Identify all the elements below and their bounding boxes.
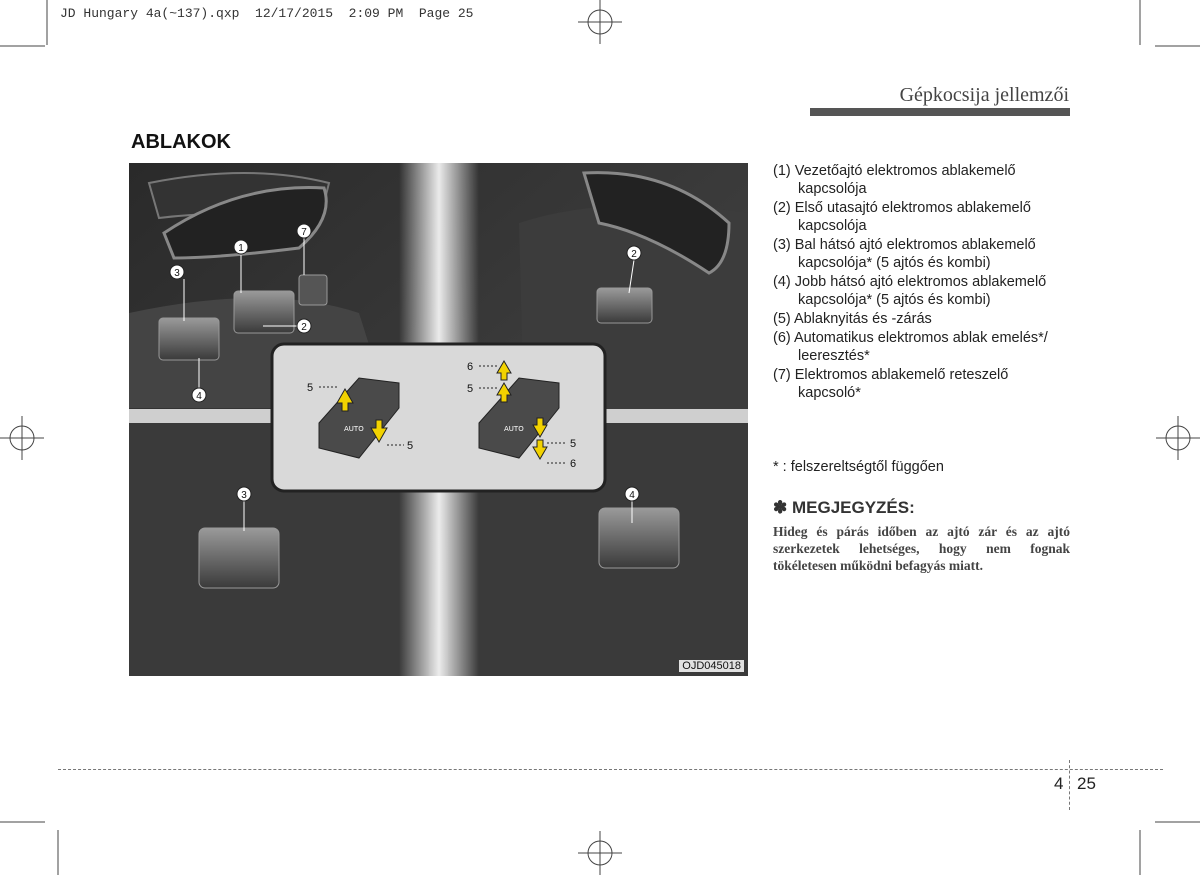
callout-4: 4 xyxy=(629,490,635,501)
window-switch-figure xyxy=(129,163,748,676)
callout-2: 2 xyxy=(301,322,307,333)
callout-3: 3 xyxy=(241,490,247,501)
inset-label-5: 5 xyxy=(407,440,414,452)
callout-1: 1 xyxy=(238,243,244,254)
legend-item: (7) Elektromos ablakemelő reteszelő kapcsoló* xyxy=(773,367,1009,401)
note-title: ✽ MEGJEGYZÉS: xyxy=(773,498,915,517)
footnote: * : felszereltségtől függően xyxy=(773,459,944,475)
legend-list xyxy=(773,162,1073,403)
page-number: 25 xyxy=(1077,774,1096,793)
note-body: Hideg és párás időben az ajtó zár és az ajtó szerkezetek lehetséges, hogy nem fognak tökéletesen működni befagyás miatt. xyxy=(773,524,1070,573)
callout-4: 4 xyxy=(196,391,202,402)
legend-item: (4) Jobb hátsó ajtó elektromos ablakemelő kapcsolója* (5 ajtós és kombi) xyxy=(773,274,1047,308)
auto-label: AUTO xyxy=(344,425,364,433)
footer-divider xyxy=(58,769,1163,770)
print-slug: JD Hungary 4a(~137).qxp 12/17/2015 2:09 PM Page 25 xyxy=(60,6,474,21)
legend-item: (6) Automatikus elektromos ablak emelés*/ leeresztés* xyxy=(773,330,1048,364)
callout-3: 3 xyxy=(174,268,180,279)
callout-7: 7 xyxy=(301,227,307,238)
legend-item: (1) Vezetőajtó elektromos ablakemelő kapcsolója xyxy=(773,163,1016,197)
header-rule xyxy=(810,108,1070,116)
inset-label-6: 6 xyxy=(467,361,474,373)
auto-label: AUTO xyxy=(504,425,524,433)
inset-label-5: 5 xyxy=(307,382,314,394)
page-number-separator xyxy=(1069,760,1070,810)
chapter-number: 4 xyxy=(1054,774,1064,793)
inset-label-5: 5 xyxy=(570,438,577,450)
chapter-header: Gépkocsija jellemzői xyxy=(899,84,1069,106)
inset-label-5: 5 xyxy=(467,383,474,395)
legend-item: (5) Ablaknyitás és -zárás xyxy=(773,311,932,327)
window-switch-illustration xyxy=(129,163,748,676)
figure-code: OJD045018 xyxy=(679,660,744,672)
legend-item: (3) Bal hátsó ajtó elektromos ablakemelő kapcsolója* (5 ajtós és kombi) xyxy=(773,237,1036,271)
legend-item: (2) Első utasajtó elektromos ablakemelő kapcsolója xyxy=(773,200,1031,234)
section-title: ABLAKOK xyxy=(131,131,231,153)
callout-2: 2 xyxy=(631,249,637,260)
inset-label-6: 6 xyxy=(570,458,577,470)
